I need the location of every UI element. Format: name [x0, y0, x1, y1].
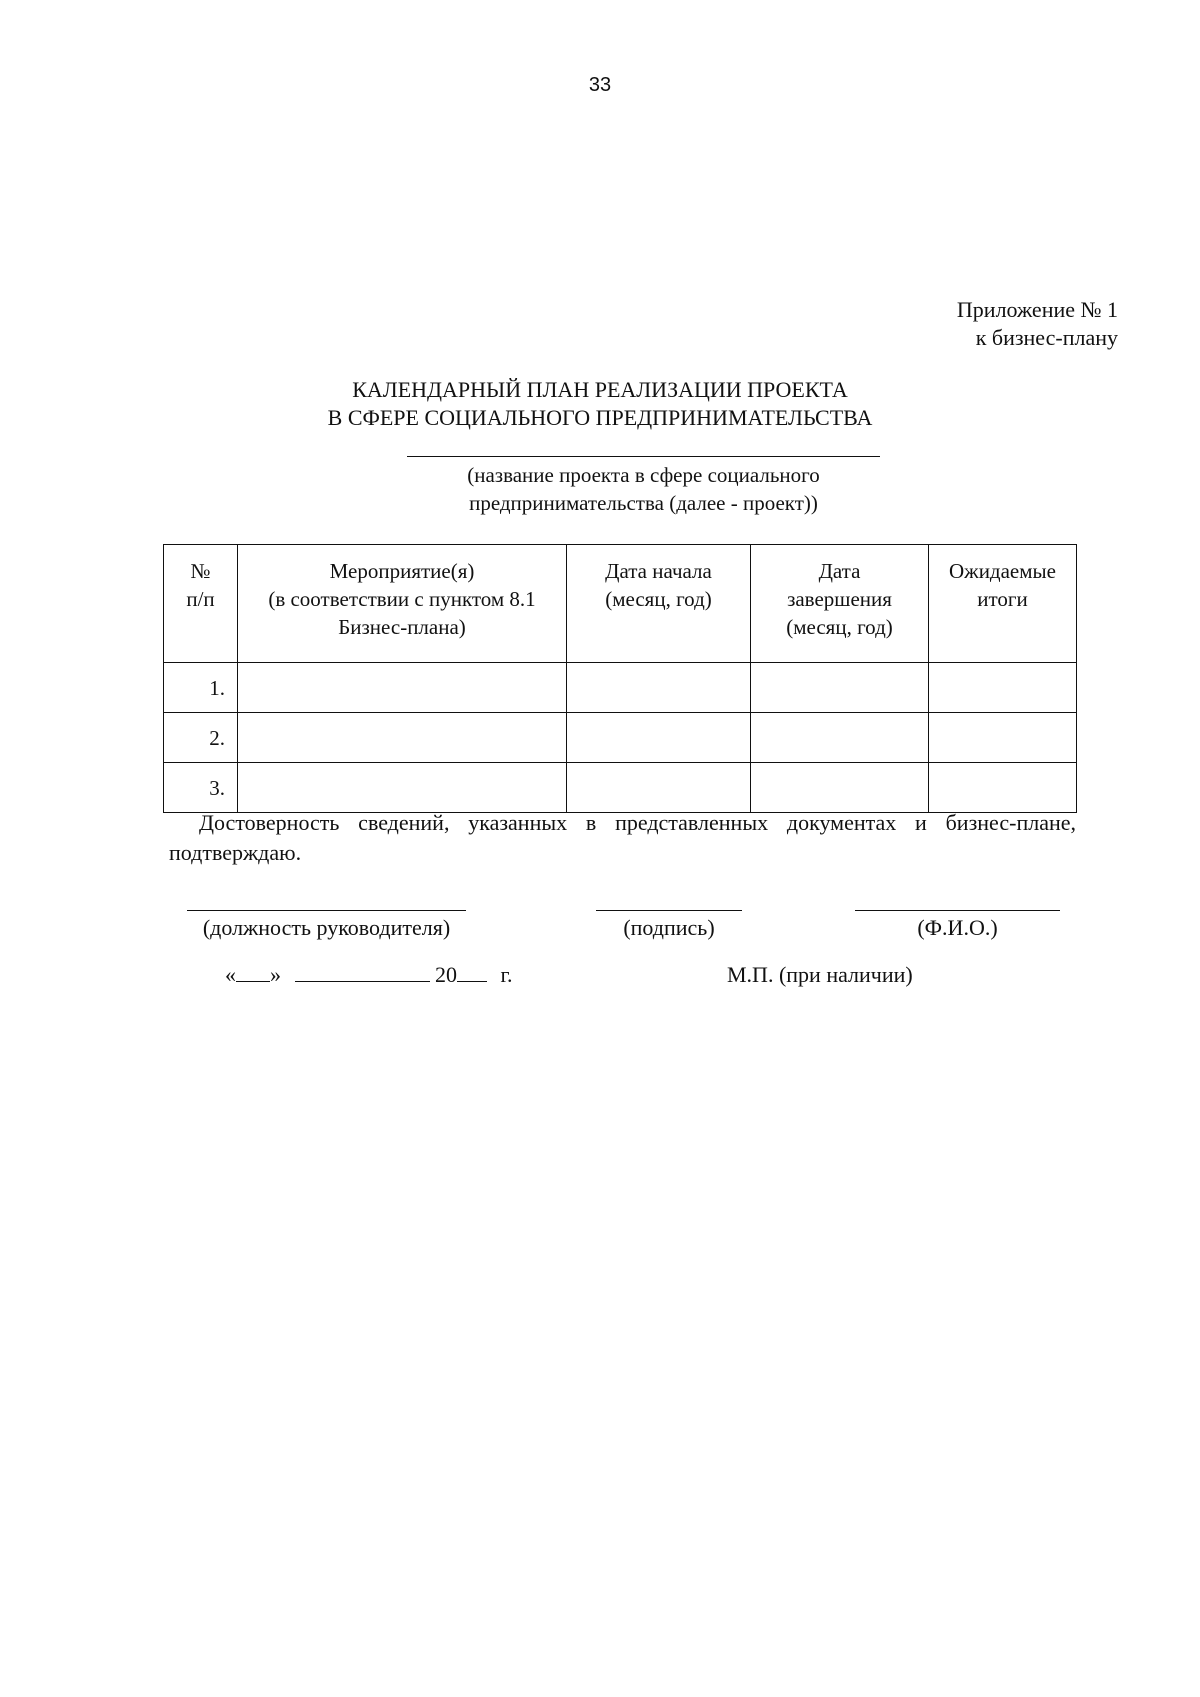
project-name-caption-line-2: предпринимательства (далее - проект)) [469, 491, 818, 515]
year-blank [457, 961, 487, 982]
header-num-line-2: п/п [186, 587, 215, 611]
appendix-line-1: Приложение № 1 [956, 297, 1118, 322]
end-date-cell [751, 763, 929, 813]
date-open-quote: « [225, 962, 236, 987]
header-end-line-1: Дата [818, 559, 861, 583]
confirmation-text: Достоверность сведений, указанных в представленных документах и бизнес-плане, подтверждаю. [169, 810, 1076, 865]
project-name-caption-line-1: (название проекта в сфере социального [467, 463, 820, 487]
results-cell [929, 713, 1077, 763]
signature-caption: (подпись) [623, 915, 715, 940]
signature-line [596, 910, 742, 911]
results-cell [929, 663, 1077, 713]
header-num-line-1: № [190, 559, 211, 583]
full-name-caption: (Ф.И.О.) [917, 915, 998, 940]
event-cell [238, 663, 567, 713]
header-start-line-1: Дата начала [605, 559, 712, 583]
document-title [0, 376, 1200, 432]
header-event-line-2: (в соответствии с пунктом 8.1 [268, 587, 536, 611]
date-line [225, 961, 513, 989]
start-date-cell [567, 663, 751, 713]
header-event-line-3: Бизнес-плана) [338, 615, 466, 639]
project-name-blank [407, 456, 880, 457]
title-line-2: В СФЕРЕ СОЦИАЛЬНОГО ПРЕДПРИНИМАТЕЛЬСТВА [327, 405, 873, 430]
results-cell [929, 763, 1077, 813]
calendar-plan-table [163, 544, 1077, 813]
title-line-1: КАЛЕНДАРНЫЙ ПЛАН РЕАЛИЗАЦИИ ПРОЕКТА [352, 377, 848, 402]
start-date-cell [567, 713, 751, 763]
event-cell [238, 713, 567, 763]
day-blank [236, 961, 270, 982]
year-prefix: 20 [435, 962, 457, 987]
date-close-quote: » [270, 962, 281, 987]
table-row [164, 713, 1077, 763]
header-end-line-2: завершения [787, 587, 892, 611]
table-row [164, 763, 1077, 813]
table-header-row [164, 545, 1077, 663]
position-signature-line [187, 910, 466, 911]
header-expected-results [929, 545, 1077, 663]
event-cell [238, 763, 567, 813]
row-number: 2. [164, 713, 238, 763]
position-caption: (должность руководителя) [202, 915, 451, 940]
stamp-note: М.П. (при наличии) [727, 962, 913, 987]
appendix-line-2: к бизнес-плану [975, 325, 1118, 350]
row-number: 1. [164, 663, 238, 713]
appendix-note [957, 296, 1118, 352]
header-start-date [567, 545, 751, 663]
header-event [238, 545, 567, 663]
header-end-line-3: (месяц, год) [786, 615, 893, 639]
header-end-date [751, 545, 929, 663]
header-results-line-2: итоги [977, 587, 1028, 611]
header-num [164, 545, 238, 663]
month-blank [295, 961, 430, 982]
project-name-caption [407, 461, 880, 517]
row-number: 3. [164, 763, 238, 813]
page-number: 33 [588, 74, 612, 96]
header-event-line-1: Мероприятие(я) [329, 559, 475, 583]
table-row [164, 663, 1077, 713]
year-suffix: г. [500, 962, 513, 987]
end-date-cell [751, 713, 929, 763]
full-name-line [855, 910, 1060, 911]
end-date-cell [751, 663, 929, 713]
header-results-line-1: Ожидаемые [949, 559, 1056, 583]
header-start-line-2: (месяц, год) [605, 587, 712, 611]
start-date-cell [567, 763, 751, 813]
